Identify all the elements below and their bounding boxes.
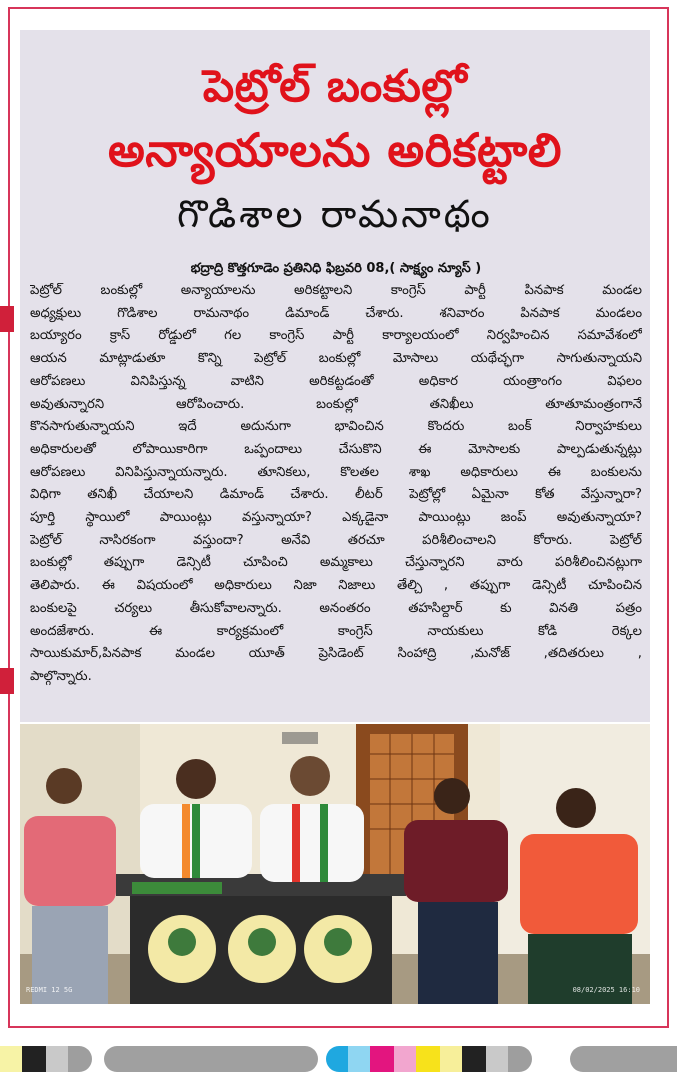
article-line: పూర్తి స్థాయిలో పాయింట్లు వస్తున్నాయా? ఎక్కడైనా పాయింట్లు జంప్ అవుతున్నాయా?: [30, 510, 642, 526]
color-swatch: [570, 1046, 677, 1072]
headline-line-1: పెట్రోల్ బంకుల్లో: [202, 61, 468, 112]
article-line: అవుతున్నారని ఆరోపించారు. బంకుల్లో తనిఖీలు తూతూమంత్రంగానే: [30, 396, 642, 412]
photo-timestamp: 08/02/2025 16:10: [572, 986, 640, 994]
print-color-bar: [0, 1046, 677, 1072]
article-line: అందజేశారు. ఈ కార్యక్రమంలో కాంగ్రెస్ నాయకులు కోడి రెక్కల: [30, 623, 642, 639]
article-line: బంకుల్లో తప్పుగా డెన్సిటీ చూపించి అమ్మకాలు చేస్తున్నారని వారు పరిశీలించినట్లుగా: [30, 555, 642, 571]
color-swatch: [46, 1046, 68, 1072]
color-swatch: [104, 1046, 318, 1072]
color-swatch: [348, 1046, 370, 1072]
article-line: పెట్రోల్ నాసిరకంగా వస్తుందా? అనేవి తరచూ పరిశీలించాలని కోరారు. పెట్రోల్: [30, 532, 642, 548]
color-swatch: [0, 1046, 22, 1072]
news-photo: [20, 724, 650, 1004]
color-swatch: [370, 1046, 394, 1072]
article-body: [30, 258, 642, 689]
news-clipping: [20, 30, 650, 722]
color-swatch: [486, 1046, 508, 1072]
color-swatch: [462, 1046, 486, 1072]
color-swatch: [416, 1046, 440, 1072]
article-line: బయ్యారం క్రాస్ రోడ్డులో గల కాంగ్రెస్ పార్టీ కార్యాలయంలో నిర్వహించిన సమావేశంలో: [30, 328, 642, 344]
article-line: పాల్గొన్నారు.: [30, 668, 92, 684]
byline-name: గొడిశాల రామనాథం: [177, 192, 493, 236]
color-swatch: [508, 1046, 532, 1072]
article-line: తెలిపారు. ఈ విషయంలో అధికారులు నిజా నిజాలు తేల్చి , తప్పుగా డెన్సిటీ చూపించిన: [30, 578, 642, 594]
dateline: భద్రాద్రి కొత్తగూడెం ప్రతినిధి ఫిబ్రవరి 08,( సాక్ష్యం న్యూస్ ): [190, 261, 482, 276]
margin-marker-bottom: [0, 668, 14, 694]
article-line: కొనసాగుతున్నాయని ఇదే అదునుగా భావించిన కొందరు బంక్ నిర్వాహకులు: [30, 419, 642, 435]
margin-marker-top: [0, 306, 14, 332]
article-line: పెట్రోల్ బంకుల్లో అన్యాయాలను అరికట్టాలని కాంగ్రెస్ పార్టీ పినపాక మండల: [30, 283, 642, 298]
color-swatch: [68, 1046, 92, 1072]
article-line: ఆరోపణలు వినిపిస్తున్న వాటిని అరికట్టడంతో అధికార యంత్రాంగం విఫలం: [30, 373, 642, 389]
meeting-photo-illustration: [20, 724, 650, 1004]
headline-line-2: అన్యాయాలను అరికట్టాలి: [107, 123, 562, 177]
article-line: బంకులపై చర్యలు తీసుకోవాలన్నారు. అనంతరం తహసిల్దార్ కు వినతి పత్రం: [30, 600, 642, 616]
color-swatch: [22, 1046, 46, 1072]
article-line: అధికారులతో లోపాయికారిగా ఒప్పందాలు చేసుకొని ఈ మోసాలకు పాల్పడుతున్నట్లు: [30, 441, 642, 457]
article-line: సాయికుమార్,పినపాక మండల యూత్ ప్రెసిడెంట్ సింహాద్రి ,మనోజ్ ,తదితరులు ,: [30, 646, 642, 662]
article-line: అధ్యక్షులు గొడిశాల రామనాథం డిమాండ్ చేశారు. శనివారం పినపాక మండలం: [30, 305, 642, 321]
color-swatch: [326, 1046, 348, 1072]
article-line: విధిగా తనిఖీ చేయాలని డిమాండ్ చేశారు. లీటర్ పెట్రోల్లో ఏమైనా కోత వేస్తున్నారా?: [30, 487, 642, 503]
article-line: ఆయన మాట్లాడుతూ కొన్ని పెట్రోల్ బంకుల్లో మోసాలు యథేచ్ఛగా సాగుతున్నాయని: [30, 351, 642, 367]
article-line: ఆరోపణలు వినిపిస్తున్నాయన్నారు. తూనికలు, కొలతల శాఖ అధికారులు ఈ బంకులను: [30, 464, 642, 480]
camera-watermark: REDMI 12 5G: [26, 986, 73, 994]
color-swatch: [440, 1046, 462, 1072]
color-swatch: [394, 1046, 416, 1072]
